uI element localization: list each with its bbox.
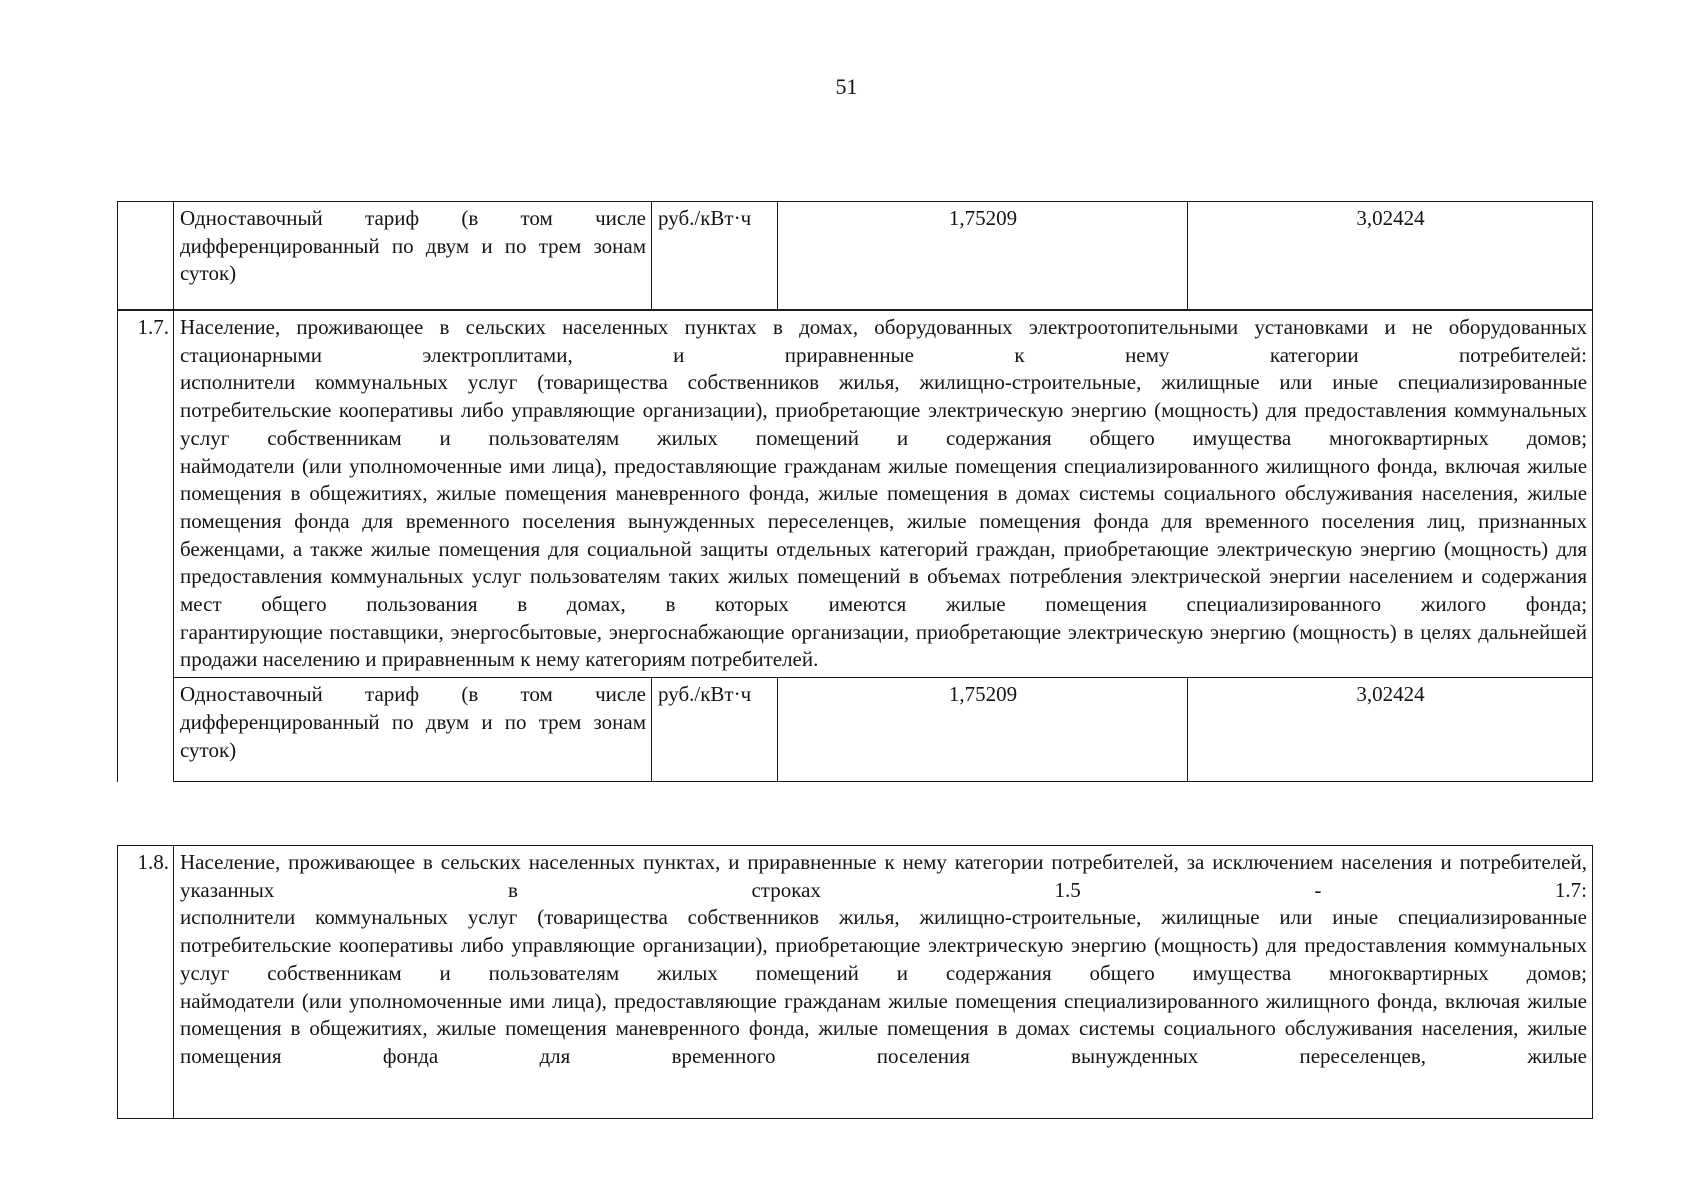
tariff-label: Одноставочный тариф (в том числе дифференцированный по двум и по трем зонам суток) — [174, 202, 652, 310]
row-number — [118, 202, 174, 310]
table-row — [118, 846, 1593, 1119]
description-paragraph: Население, проживающее в сельских населенных пунктах, и приравненные к нему категории потребителей, за исключением населения и потребителей, указанных в строках 1.5 - 1.7: — [180, 850, 1587, 902]
row-number: 1.8. — [118, 846, 174, 1119]
table-row — [118, 311, 1593, 678]
description-paragraph: исполнители коммунальных услуг (товарищества собственников жилья, жилищно-строительные, жилищные или иные специализированные потребительские кооперативы либо управляющие организации), приобретающие электрическую энергию (мощность) для предоставления коммунальных услуг собственникам и пользователям жилых помещений и содержания общего имущества многоквартирных домов; — [180, 905, 1587, 985]
tariff-table-top — [117, 201, 1593, 310]
value-second-half: 3,02424 — [1188, 202, 1593, 310]
description-paragraph: исполнители коммунальных услуг (товарищества собственников жилья, жилищно-строительные, жилищные или иные специализированные потребительские кооперативы либо управляющие организации), приобретающие электрическую энергию (мощность) для предоставления коммунальных услуг собственникам и пользователям жилых помещений и содержания общего имущества многоквартирных домов; — [180, 370, 1588, 450]
value-second-half: 3,02424 — [1188, 678, 1593, 782]
description-paragraph: наймодатели (или уполномоченные ими лица), предоставляющие гражданам жилые помещения специализированного жилищного фонда, включая жилые помещения в общежитиях, жилые помещения маневренного фонда, жилые помещения в домах системы социального обслуживания населения, жилые помещения фонда для временного поселения вынужденных переселенцев, жилые — [180, 988, 1587, 1068]
tariff-table-section-1-8 — [117, 845, 1593, 1119]
table-row — [118, 678, 1593, 782]
tariff-label: Одноставочный тариф (в том числе дифференцированный по двум и по трем зонам суток) — [174, 678, 652, 782]
section-description — [174, 311, 1593, 678]
table-row — [118, 202, 1593, 310]
value-first-half: 1,75209 — [778, 678, 1188, 782]
row-number: 1.7. — [118, 311, 174, 782]
page-number: 51 — [835, 74, 858, 99]
section-description — [174, 846, 1593, 1119]
tariff-table-section-1-7 — [117, 310, 1593, 782]
description-paragraph: Население, проживающее в сельских населенных пунктах в домах, оборудованных электроотопительными установками и не оборудованных стационарными электроплитами, и приравненные к нему категории потребителей: — [180, 315, 1588, 367]
value-first-half: 1,75209 — [778, 202, 1188, 310]
unit-label: руб./кВт·ч — [652, 202, 778, 310]
unit-label: руб./кВт·ч — [652, 678, 778, 782]
description-paragraph: наймодатели (или уполномоченные ими лица), предоставляющие гражданам жилые помещения специализированного жилищного фонда, включая жилые помещения в общежитиях, жилые помещения маневренного фонда, жилые помещения в домах системы социального обслуживания населения, жилые помещения фонда для временного поселения вынужденных переселенцев, жилые помещения фонда для временного поселения лиц, признанных беженцами, а также жилые помещения для социальной защиты отдельных категорий граждан, приобретающие электрическую энергию (мощность) для предоставления коммунальных услуг пользователям таких жилых помещений в объемах потребления электрической энергии населением и содержания мест общего пользования в домах, в которых имеются жилые помещения специализированного жилого фонда; — [180, 453, 1588, 617]
description-paragraph: гарантирующие поставщики, энергосбытовые, энергоснабжающие организации, приобретающие электрическую энергию (мощность) в целях дальнейшей продажи населению и приравненным к нему категориям потребителей. — [180, 619, 1588, 672]
